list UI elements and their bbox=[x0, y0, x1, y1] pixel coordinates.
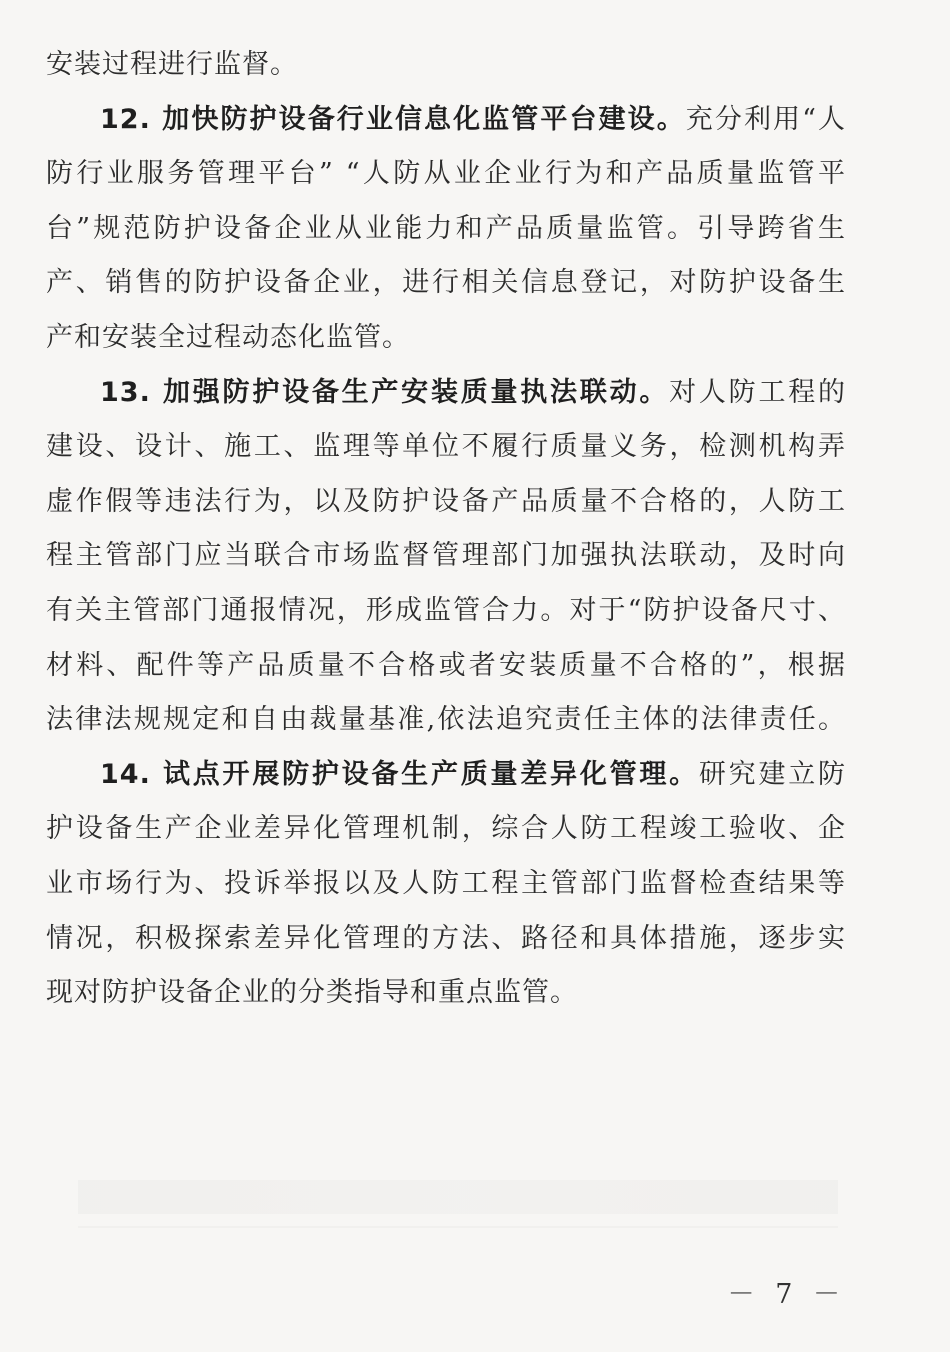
body-text: 有关主管部门通报情况，形成监管合力。对于“防护设备尺寸、 bbox=[46, 594, 846, 626]
text-line bbox=[46, 147, 846, 202]
body-text: 对人防工程的 bbox=[669, 376, 847, 408]
body-text: 程主管部门应当联合市场监督管理部门加强执法联动，及时向 bbox=[46, 540, 846, 572]
text-line bbox=[46, 802, 846, 857]
section-heading: 13. 加强防护设备生产安装质量执法联动。 bbox=[100, 376, 670, 408]
text-line bbox=[46, 693, 846, 748]
body-text: 防行业服务管理平台” “人防从业企业行为和产品质量监管平 bbox=[46, 158, 846, 190]
text-line bbox=[46, 93, 846, 148]
text-line bbox=[46, 366, 846, 421]
section-heading: 14. 试点开展防护设备生产质量差异化管理。 bbox=[100, 758, 699, 790]
text-line bbox=[46, 529, 846, 584]
body-text: 安装过程进行监督。 bbox=[46, 49, 298, 80]
text-line bbox=[46, 584, 846, 639]
body-text: 产和安装全过程动态化监管。 bbox=[46, 321, 410, 353]
text-line bbox=[46, 475, 846, 530]
text-line bbox=[46, 857, 846, 912]
section-heading: 12. 加快防护设备行业信息化监管平台建设。 bbox=[100, 103, 686, 135]
text-line bbox=[46, 256, 846, 311]
show-through-rule bbox=[78, 1226, 838, 1228]
body-text: 产、销售的防护设备企业，进行相关信息登记，对防护设备生 bbox=[46, 267, 846, 299]
body-text: 充分利用“人 bbox=[685, 103, 846, 135]
body-text: 建设、设计、施工、监理等单位不履行质量义务，检测机构弄 bbox=[46, 431, 846, 463]
show-through-shadow bbox=[78, 1180, 838, 1214]
text-line bbox=[46, 38, 846, 93]
document-body bbox=[46, 38, 846, 1021]
body-text: 业市场行为、投诉举报以及人防工程主管部门监督检查结果等 bbox=[46, 867, 846, 899]
body-text: 研究建立防 bbox=[698, 758, 846, 790]
body-text: 材料、配件等产品质量不合格或者安装质量不合格的”，根据 bbox=[46, 649, 846, 681]
text-line bbox=[46, 639, 846, 694]
text-line bbox=[46, 912, 846, 967]
body-text: 情况，积极探索差异化管理的方法、路径和具体措施，逐步实 bbox=[46, 922, 846, 954]
text-line bbox=[46, 202, 846, 257]
body-text: 现对防护设备企业的分类指导和重点监管。 bbox=[46, 977, 578, 1009]
text-line bbox=[46, 420, 846, 475]
body-text: 护设备生产企业差异化管理机制，综合人防工程竣工验收、企 bbox=[46, 813, 846, 845]
body-text: 虚作假等违法行为，以及防护设备产品质量不合格的，人防工 bbox=[46, 485, 846, 517]
page-number: － 7 － bbox=[727, 1279, 846, 1310]
body-text: 法律法规规定和自由裁量基准,依法追究责任主体的法律责任。 bbox=[46, 704, 846, 736]
text-line bbox=[46, 311, 846, 366]
text-line bbox=[46, 966, 846, 1021]
body-text: 台”规范防护设备企业从业能力和产品质量监管。引导跨省生 bbox=[46, 212, 846, 244]
text-line bbox=[46, 748, 846, 803]
